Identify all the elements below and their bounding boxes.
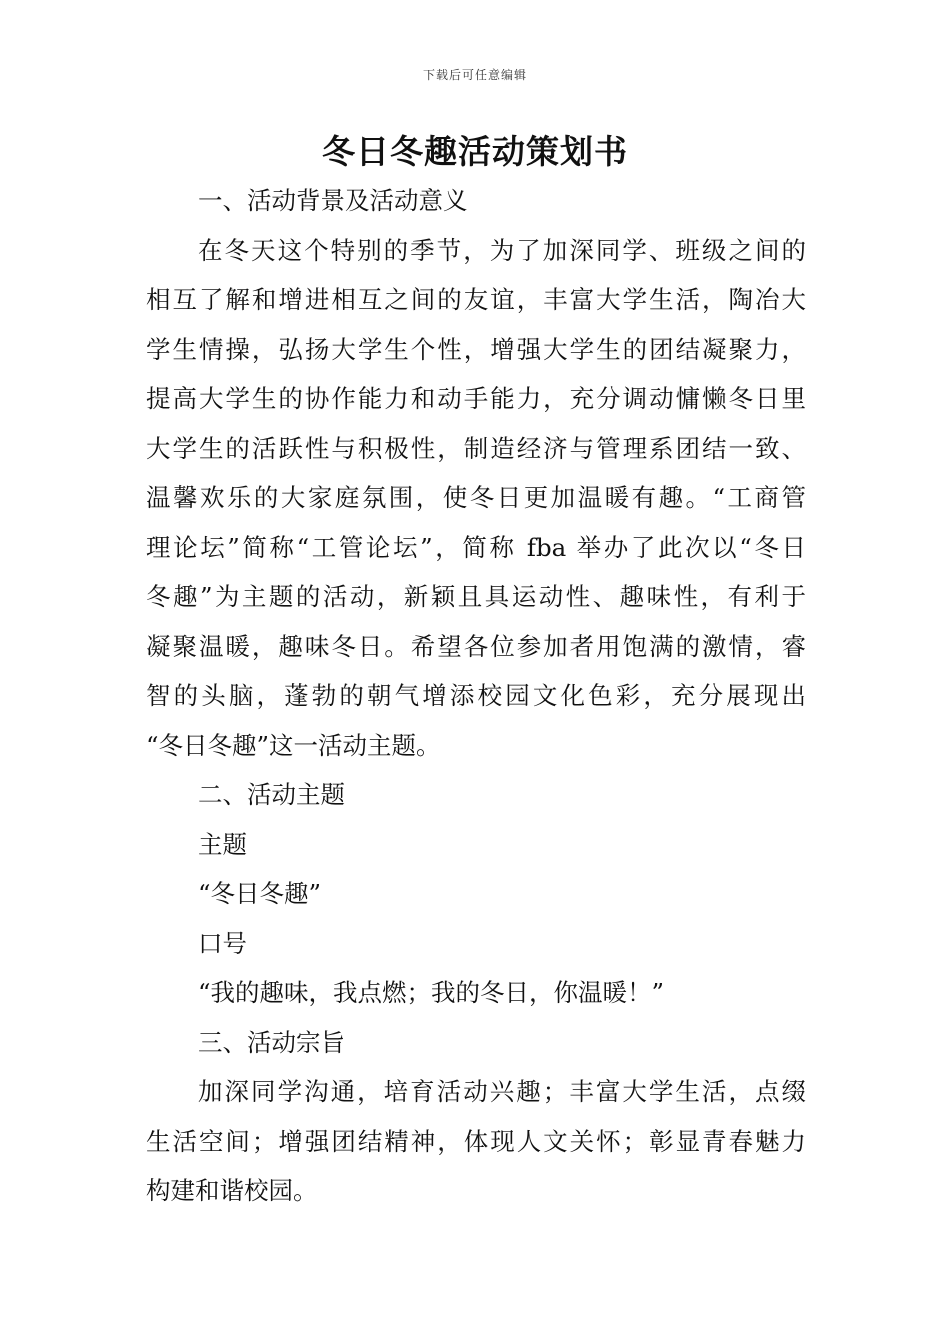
document-body bbox=[146, 176, 806, 1216]
theme-value: “冬日冬趣” bbox=[198, 879, 322, 908]
section-1-paragraph bbox=[146, 226, 806, 771]
document-title: 冬日冬趣活动策划书 bbox=[322, 132, 628, 171]
paragraph-line: 提高大学生的协作能力和动手能力，充分调动慵懒冬日里 bbox=[146, 384, 806, 413]
header-note: 下载后可任意编辑 bbox=[422, 68, 527, 82]
paragraph-line: “冬日冬趣”这一活动主题。 bbox=[146, 730, 441, 760]
slogan-label: 口号 bbox=[198, 928, 247, 958]
section-1-heading: 一、活动背景及活动意义 bbox=[198, 186, 468, 215]
paragraph-line: 相互了解和增进相互之间的友谊，丰富大学生活，陶冶大 bbox=[146, 285, 806, 314]
paragraph-line: 凝聚温暖，趣味冬日。希望各位参加者用饱满的激情，睿 bbox=[146, 631, 806, 661]
paragraph-line: 生活空间；增强团结精神，体现人文关怀；彰显青春魅力 bbox=[146, 1126, 806, 1156]
theme-label: 主题 bbox=[198, 829, 247, 859]
section-3-paragraph bbox=[146, 1067, 806, 1216]
slogan-value: “我的趣味，我点燃；我的冬日，你温暖！” bbox=[198, 978, 665, 1007]
paragraph-line: 大学生的活跃性与积极性，制造经济与管理系团结一致、 bbox=[146, 433, 806, 463]
section-3-heading: 三、活动宗旨 bbox=[198, 1027, 345, 1057]
paragraph-line: 构建和谐校园。 bbox=[146, 1176, 318, 1205]
paragraph-line: 理论坛”简称“工管论坛”，简称 fba 举办了此次以“冬日 bbox=[146, 532, 806, 562]
paragraph-line: 加深同学沟通，培育活动兴趣；丰富大学生活，点缀 bbox=[198, 1077, 806, 1106]
paragraph-line: 温馨欢乐的大家庭氛围，使冬日更加温暖有趣。“工商管 bbox=[146, 483, 806, 512]
paragraph-line: 在冬天这个特别的季节，为了加深同学、班级之间的 bbox=[198, 235, 806, 265]
paragraph-line: 智的头脑，蓬勃的朝气增添校园文化色彩，充分展现出 bbox=[146, 681, 806, 710]
section-2-heading: 二、活动主题 bbox=[198, 780, 345, 809]
paragraph-line: 冬趣”为主题的活动，新颖且具运动性、趣味性，有利于 bbox=[146, 582, 806, 611]
paragraph-line: 学生情操，弘扬大学生个性，增强大学生的团结凝聚力， bbox=[146, 334, 806, 364]
